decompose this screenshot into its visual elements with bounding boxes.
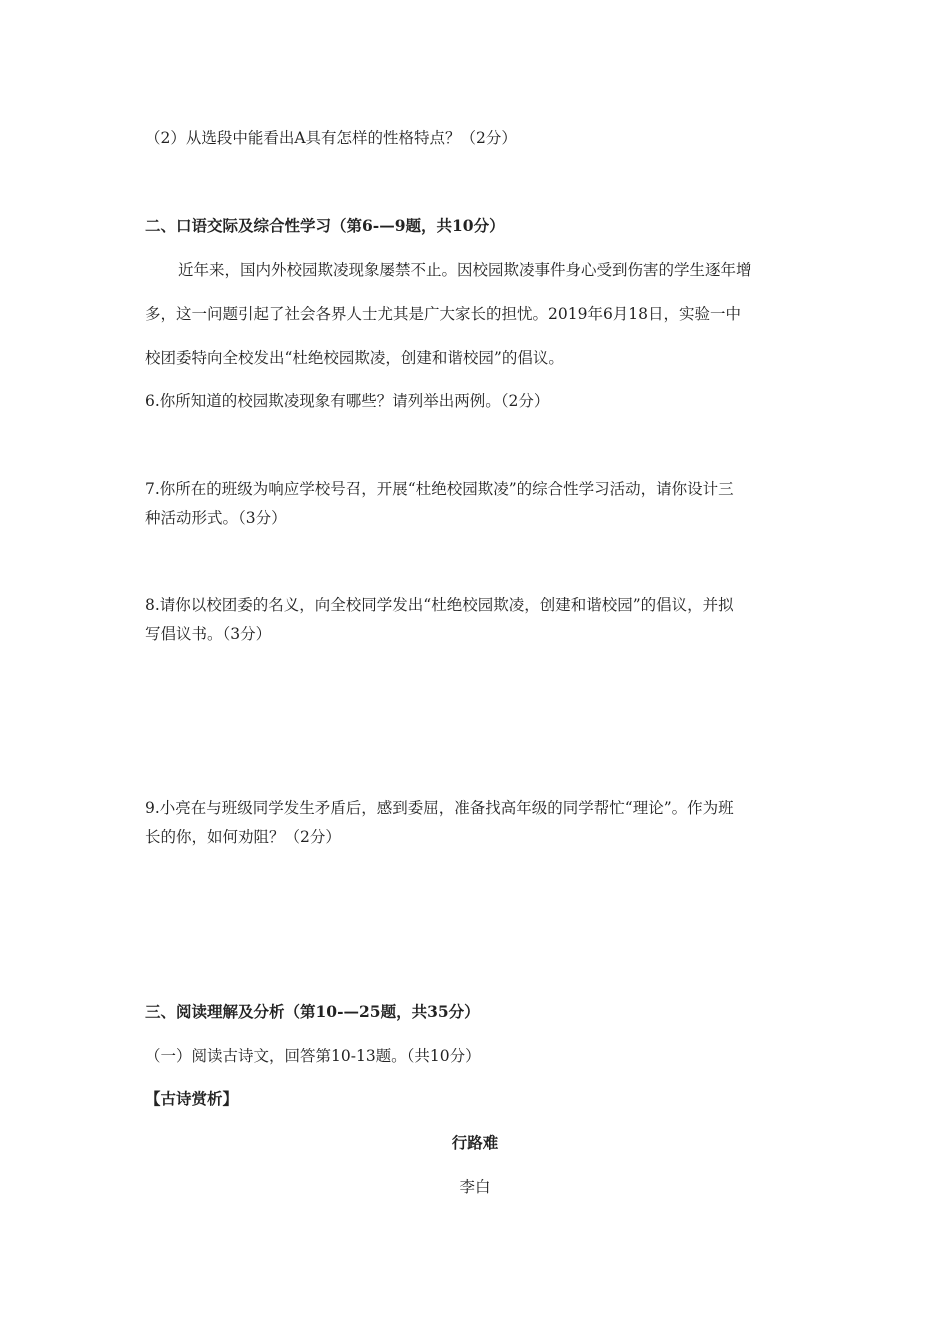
question-6: 6.你所知道的校园欺凌现象有哪些？请列举出两例。（2分） <box>145 392 550 410</box>
question-8-line-2: 写倡议书。（3分） <box>145 625 272 643</box>
poem-title: 行路难 <box>451 1133 499 1152</box>
paragraph-line-3: 校团委特向全校发出“杜绝校园欺凌，创建和谐校园”的倡议。 <box>145 349 564 367</box>
question-5-2: （2）从选段中能看出A具有怎样的性格特点？（2分） <box>145 129 517 147</box>
subsection-1-title: （一）阅读古诗文，回答第10-13题。（共10分） <box>145 1047 481 1065</box>
section-3-title: 三、阅读理解及分析（第10-—25题，共35分） <box>145 1002 480 1021</box>
section-2-title: 二、口语交际及综合性学习（第6-—9题，共10分） <box>145 216 505 235</box>
question-7-line-1: 7.你所在的班级为响应学校号召，开展“杜绝校园欺凌”的综合性学习活动，请你设计三 <box>145 480 734 498</box>
question-7-line-2: 种活动形式。（3分） <box>145 509 287 527</box>
question-9-line-1: 9.小亮在与班级同学发生矛盾后，感到委屈，准备找高年级的同学帮忙“理论”。作为班 <box>145 799 734 817</box>
question-8-line-1: 8.请你以校团委的名义，向全校同学发出“杜绝校园欺凌，创建和谐校园”的倡议，并拟 <box>145 596 734 614</box>
paragraph-line-1: 近年来，国内外校园欺凌现象屡禁不止。因校园欺凌事件身心受到伤害的学生逐年增 <box>178 261 752 279</box>
poem-section-label: 【古诗赏析】 <box>145 1089 239 1108</box>
question-9-line-2: 长的你，如何劝阻？（2分） <box>145 828 341 846</box>
poem-author: 李白 <box>459 1178 491 1196</box>
paragraph-line-2: 多，这一问题引起了社会各界人士尤其是广大家长的担忧。2019年6月18日，实验一中 <box>145 305 742 323</box>
